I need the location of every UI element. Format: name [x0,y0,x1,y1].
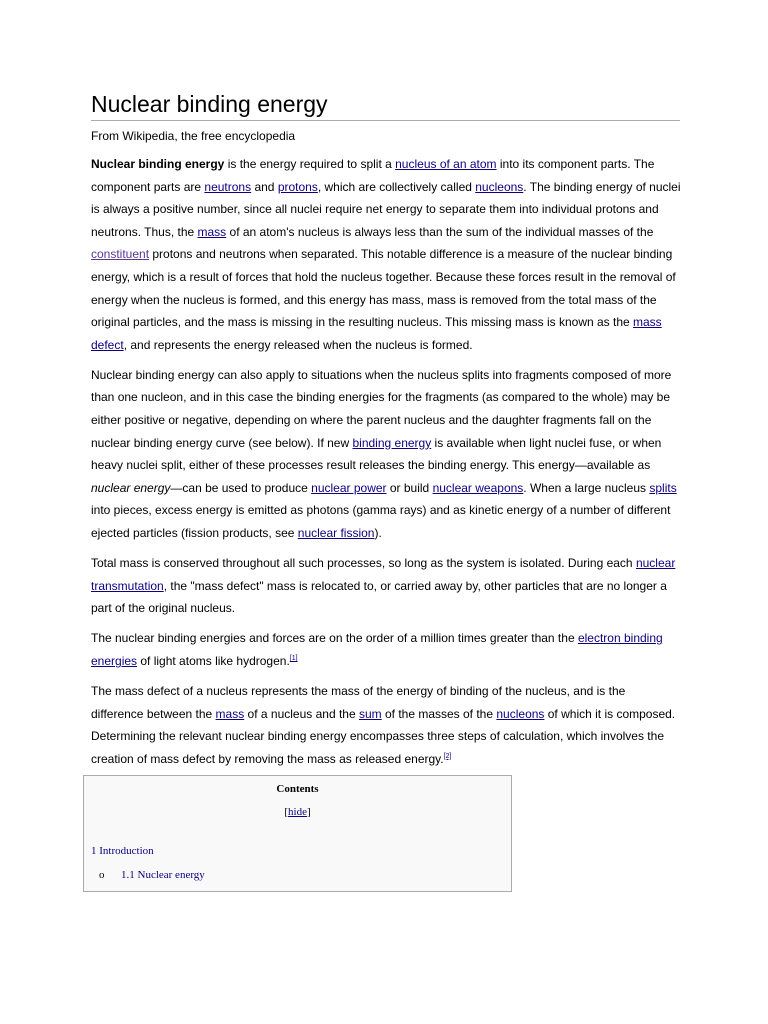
paragraph-mass-defect [91,680,681,770]
link-neutrons[interactable]: neutrons [204,179,252,194]
article-body [91,153,681,778]
link-binding-energy[interactable]: binding energy [352,435,432,450]
paragraph-energy-scale [91,627,681,672]
toc-item-nuclear-energy [99,869,205,881]
link-nuclear-fission[interactable]: nuclear fission [297,526,375,540]
text: . The binding energy of nuclei is always a positive number, since all nuclei require net energy to separate them into individual protons and neutrons. Thus, the [91,179,681,239]
text: and [251,179,278,194]
text: of which it is composed. Determining the relevant nuclear binding energy encompasses three steps of calculation, which involves the creation of mass defect by removing the mass as released energy. [91,706,676,766]
toc-toggle [84,806,511,818]
link-nucleus-of-an-atom[interactable]: nucleus of an atom [395,157,497,171]
text: , and represents the energy released when the nucleus is formed. [123,337,473,352]
link-nuclear-transmutation[interactable]: nuclear transmutation [91,556,676,593]
bullet-icon: o [99,869,105,881]
paragraph-fragments [91,364,681,545]
toc-bracket-close: ] [306,806,311,818]
text: , the "mass defect" mass is relocated to, or carried away by, other particles that are no longer a part of the original nucleus. [91,578,667,616]
reference-1[interactable]: [1] [289,654,298,662]
text: Nuclear binding energy can also apply to situations when the nucleus splits into fragments composed of more than one nucleon, and in this case the binding energies for the fragments (as compared to the whole) may be either positive or negative, depending on where the parent nucleus and the daughter fragments fall on the nuclear binding energy curve (see below). If new [91,367,672,450]
text: , which are collectively called [317,179,476,194]
toc-hide-link[interactable]: hide [288,806,307,818]
table-of-contents [83,775,512,892]
toc-link-introduction[interactable]: 1 Introduction [91,845,154,857]
link-splits[interactable]: splits [649,480,677,495]
link-nuclear-weapons[interactable]: nuclear weapons [432,480,524,495]
link-nuclear-power[interactable]: nuclear power [311,480,387,495]
text: of light atoms like hydrogen. [137,653,290,668]
link-protons[interactable]: protons [277,179,318,194]
text: into its component parts. The component parts are [91,157,655,194]
paragraph-intro [91,153,681,356]
site-subtitle: From Wikipedia, the free encyclopedia [91,129,296,143]
link-sum[interactable]: sum [358,706,382,721]
link-mass[interactable]: mass [197,224,227,239]
text: Total mass is conserved throughout all such processes, so long as the system is isolated. During each [91,556,636,571]
link-mass-defect[interactable]: mass defect [91,315,662,352]
toc-bracket-open: [ [284,806,289,818]
text: The nuclear binding energies and forces are on the order of a million times greater than the [91,631,578,646]
link-nucleons-2[interactable]: nucleons [496,706,545,721]
text: protons and neutrons when separated. This notable difference is a measure of the nuclear binding energy, which is a result of forces that hold the nucleus together. Because these forces result in the removal of energy when the nucleus is formed, and this energy has mass, mass is removed from the total mass of the original particles, and the mass is missing in the resulting nucleus. This missing mass is known as the [91,247,676,330]
text: into pieces, excess energy is emitted as photons (gamma rays) and as kinetic energy of a number of different ejected particles (fission products, see [91,503,671,540]
link-nucleons[interactable]: nucleons [475,179,524,194]
link-mass-2[interactable]: mass [215,706,245,721]
text: of a nucleus and the [244,706,359,721]
page-title: Nuclear binding energy [91,90,680,121]
reference-2[interactable]: [2] [443,752,452,760]
toc-title: Contents [276,783,319,795]
text: of the masses of the [381,706,497,721]
bold-term: Nuclear binding energy [91,157,225,171]
text: is the energy required to split a [224,157,396,171]
italic-term: nuclear energy [91,480,171,495]
text: ). [374,526,382,540]
text: —can be used to produce [170,480,312,495]
text: is available when light nuclei fuse, or when heavy nuclei split, either of these processes result releases the binding energy. This energy—available as [91,435,662,473]
link-electron-binding-energies[interactable]: electron binding energies [91,631,663,668]
text: or build [386,480,433,495]
toc-link-nuclear-energy[interactable]: 1.1 Nuclear energy [121,869,205,881]
paragraph-mass-conservation [91,552,681,620]
text: . When a large nucleus [523,480,650,495]
text: of an atom's nucleus is always less than the sum of the individual masses of the [226,224,654,239]
toc-item-introduction [91,845,154,857]
text: The mass defect of a nucleus represents the mass of the energy of binding of the nucleus, and is the difference between the [91,684,626,721]
link-constituent[interactable]: constituent [91,247,150,262]
